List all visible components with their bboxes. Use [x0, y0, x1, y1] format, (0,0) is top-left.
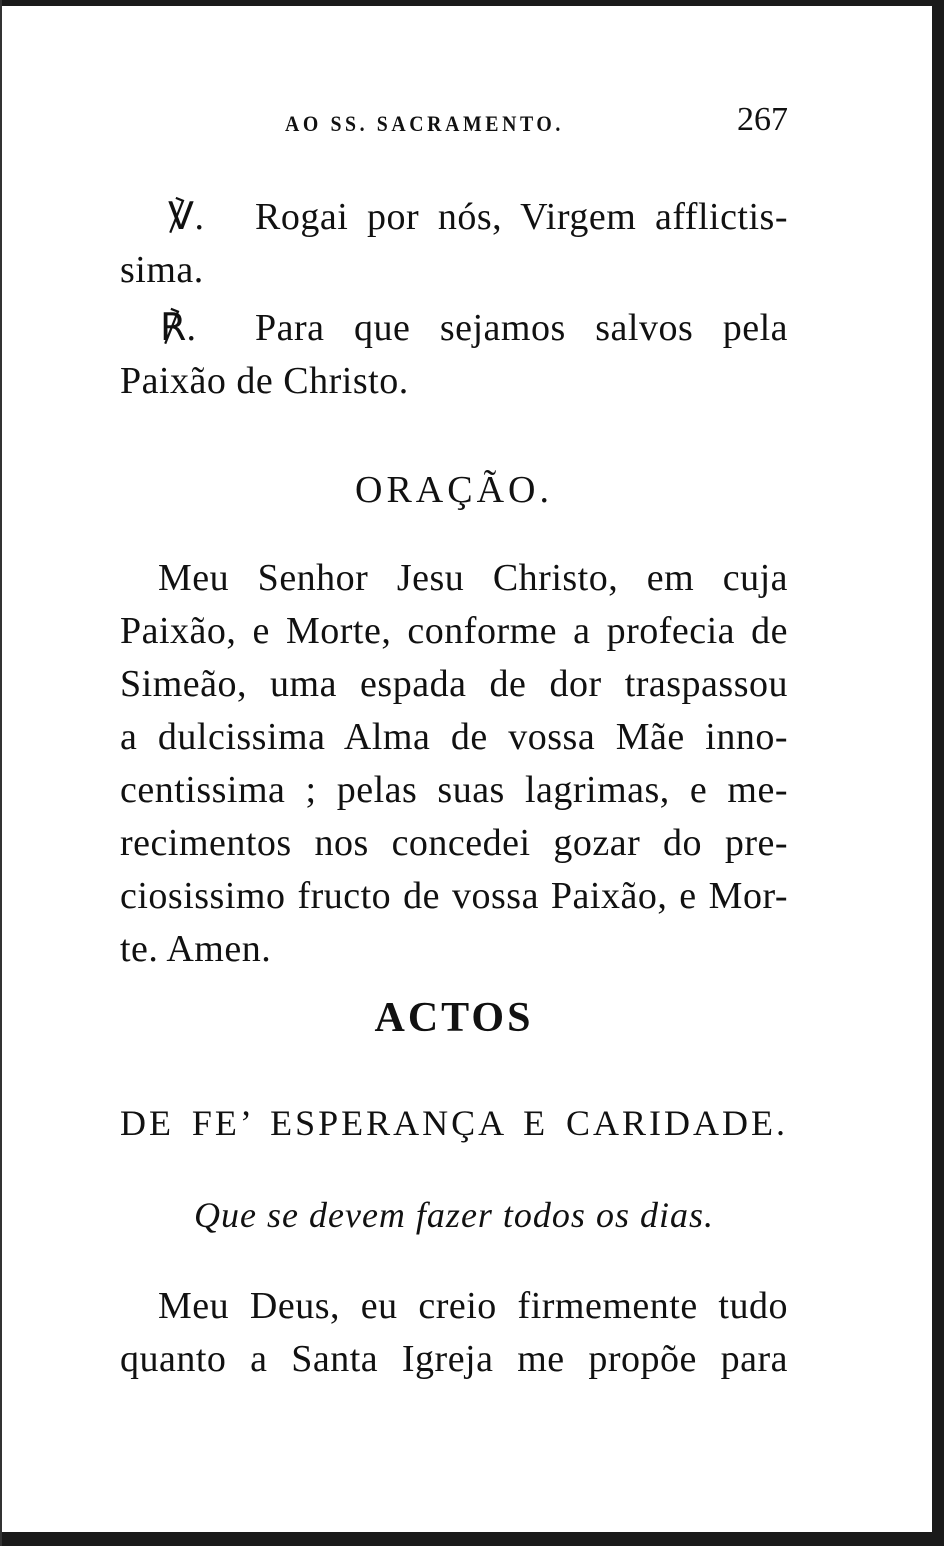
response-sigil: ℟. — [160, 307, 197, 349]
response-1-text: Para que sejamos salvos pela — [255, 307, 788, 349]
scan-border-bottom — [0, 1532, 944, 1546]
page-header — [120, 95, 788, 145]
running-head: AO SS. SACRAMENTO. — [285, 111, 564, 136]
actos-line: quanto a Santa Igreja me propõe para — [120, 1338, 788, 1380]
oracao-line: Meu Senhor Jesu Christo, em cuja — [158, 557, 788, 599]
scan-border-right — [932, 0, 944, 1546]
actos-line: Meu Deus, eu creio firmemente tudo — [158, 1285, 788, 1327]
oracao-title: ORAÇÃO. — [355, 469, 553, 511]
scan-border-top — [0, 0, 944, 6]
oracao-line: Paixão, e Morte, conforme a profecia de — [120, 610, 788, 652]
actos-italic-caption: Que se devem fazer todos os dias. — [194, 1195, 714, 1235]
response-1-line-1 — [120, 302, 788, 355]
response-1-line-2: Paixão de Christo. — [120, 360, 409, 402]
oracao-line: a dulcissima Alma de vossa Mãe inno- — [120, 716, 788, 758]
oracao-line: centissima ; pelas suas lagrimas, e me- — [120, 769, 788, 811]
book-page — [120, 95, 788, 1386]
actos-subtitle: DE FE’ ESPERANÇA E CARIDADE. — [120, 1103, 788, 1143]
oracao-paragraph — [120, 552, 788, 976]
scan-border-left — [0, 0, 2, 1546]
versicle-1-text: Rogai por nós, Virgem afflictis- — [255, 196, 788, 238]
oracao-line: recimentos nos concedei gozar do pre- — [120, 822, 788, 864]
actos-paragraph — [120, 1280, 788, 1386]
versicle-1-line-1 — [120, 191, 788, 244]
oracao-line: te. Amen. — [120, 928, 272, 970]
oracao-line: ciosissimo fructo de vossa Paixão, e Mor- — [120, 875, 788, 917]
versicle-sigil: ℣. — [168, 196, 205, 238]
oracao-line: Simeão, uma espada de dor traspassou — [120, 663, 788, 705]
versicle-1-line-2: sima. — [120, 249, 204, 291]
page-number: 267 — [737, 101, 788, 138]
versicle-block — [120, 191, 788, 408]
actos-title: ACTOS — [374, 995, 534, 1041]
